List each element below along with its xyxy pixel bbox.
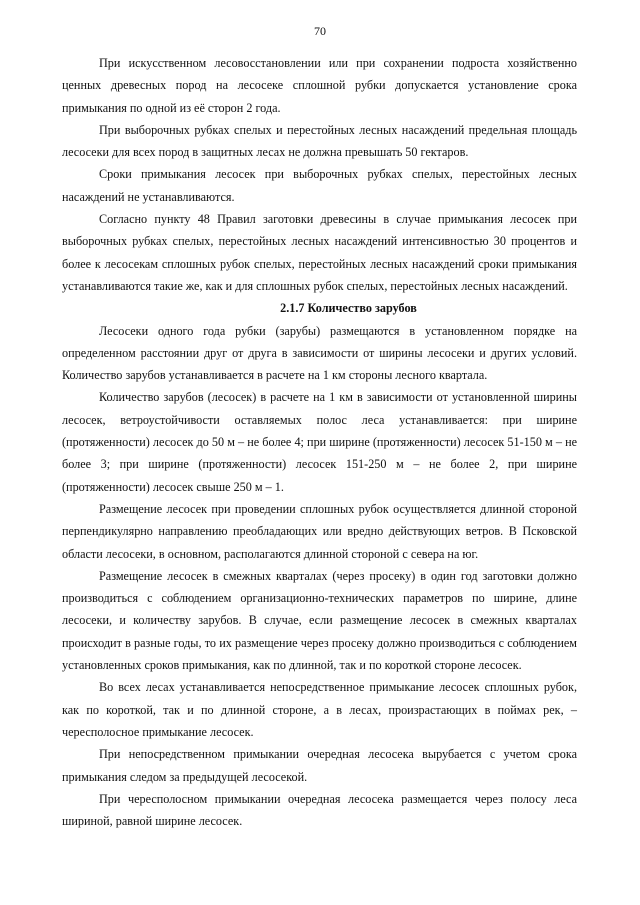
paragraph: Размещение лесосек в смежных кварталах (через просеку) в один год заготовки должно производиться с соблюдением организационно-технических параметров по ширине, длине лесосеки, и количеству зарубов. В случае, если размещение лесосек в смежных кварталах происходит в разные годы, то их размещение через просеку должно производиться с соблюдением установленных сроков примыкания, как по длинной, так и по короткой стороне лесосек. xyxy=(62,568,577,673)
section-heading: 2.1.7 Количество зарубов xyxy=(280,301,417,316)
paragraph: При непосредственном примыкании очередная лесосека вырубается с учетом срока примыкания следом за предыдущей лесосекой. xyxy=(62,747,577,784)
paragraph: Лесосеки одного года рубки (зарубы) размещаются в установленном порядке на определенном расстоянии друг от друга в зависимости от ширины лесосеки и других условий. Количество зарубов устанавливается в расчете на 1 км стороны лесного квартала. xyxy=(62,323,577,383)
document-body xyxy=(62,52,577,832)
page-number: 70 xyxy=(314,24,326,38)
paragraph: При искусственном лесовосстановлении или при сохранении подроста хозяйственно ценных древесных пород на лесосеке сплошной рубки допускается установление срока примыкания по одной из её сторон 2 года. xyxy=(62,56,577,115)
paragraph: Во всех лесах устанавливается непосредственное примыкание лесосек сплошных рубок, как по короткой, так и по длинной стороне, а в лесах, произрастающих в поймах рек, – чересполосное примыкание лесосек. xyxy=(62,680,577,739)
paragraph: Сроки примыкания лесосек при выборочных рубках спелых, перестойных лесных насаждений не устанавливаются. xyxy=(62,167,577,204)
paragraph: При выборочных рубках спелых и перестойных лесных насаждений предельная площадь лесосеки для всех пород в защитных лесах не должна превышать 50 гектаров. xyxy=(62,122,577,160)
paragraph: Размещение лесосек при проведении сплошных рубок осуществляется длинной стороной перпендикулярно направлению преобладающих или вредно действующих ветров. В Псковской области лесосеки, в основном, располагаются длинной стороной с севера на юг. xyxy=(62,501,577,561)
paragraph: Согласно пункту 48 Правил заготовки древесины в случае примыкания лесосек при выборочных рубках спелых, перестойных лесных насаждений интенсивностью 30 процентов и более к лесосекам сплошных рубок спелых, перестойных лесных насаждений сроки примыкания устанавливаются такие же, как и для сплошных рубок спелых, перестойных лесных насаждений. xyxy=(62,212,577,293)
paragraph: Количество зарубов (лесосек) в расчете на 1 км в зависимости от установленной ширины лесосек, ветроустойчивости оставляемых полос леса устанавливается: при ширине (протяженности) лесосек до 50 м – не более 4; при ширине (протяженности) лесосек 51-150 м – не более 3; при ширине (протяженности) лесосек 151-250 м – не более 2, при ширине (протяженности) лесосек свыше 250 м – 1. xyxy=(62,390,577,494)
paragraph: При чересполосном примыкании очередная лесосека размещается через полосу леса шириной, равной ширине лесосек. xyxy=(62,791,577,829)
